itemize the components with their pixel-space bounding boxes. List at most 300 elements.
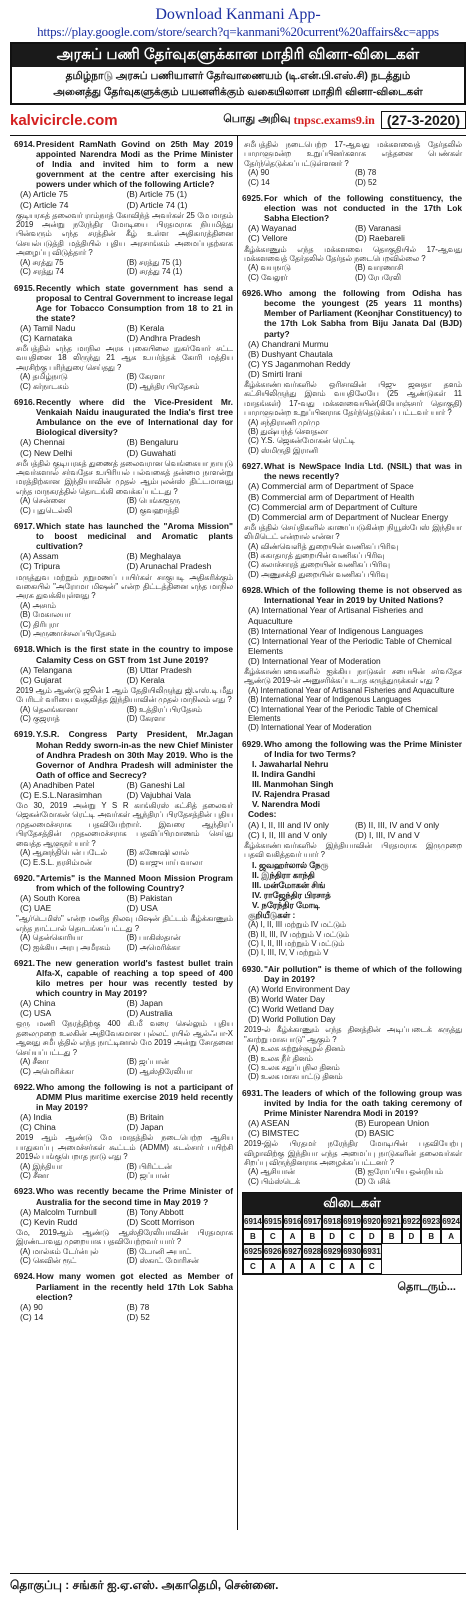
option-item: (C) Gujarat <box>20 674 62 685</box>
tamil-option-item: (B) டோனி அபாட் <box>126 1246 192 1256</box>
tamil-option-item: (C) கர்நாடகம் <box>20 381 69 391</box>
tamil-statement-item: II. இந்திரா காந்தி <box>252 869 315 880</box>
question-number: 6927. <box>242 461 263 472</box>
answer-number: 6914 <box>243 1214 263 1229</box>
tamil-option-item: (B) II, III, IV மற்றும் V மட்டும் <box>248 929 350 939</box>
option-item: (A) Anadhiben Patel <box>20 779 95 790</box>
right-column <box>238 136 466 1530</box>
tamil-option-item: (D) கேரளா <box>126 714 166 723</box>
question-heading <box>14 139 233 189</box>
question-6921 <box>14 958 233 1076</box>
tamil-option-item: (C) 14 <box>248 177 270 187</box>
question-number: 6923. <box>14 1186 35 1197</box>
tamil-option-item: (D) ஸ்காட் மோரிசன் <box>126 1256 199 1265</box>
tamil-option-item: (B) மேகாலயா <box>20 610 71 620</box>
question-heading <box>14 958 233 998</box>
option-item: (A) Wayanad <box>248 223 297 234</box>
statement-item: III. Manmohan Singh <box>252 779 334 790</box>
tamil-options <box>14 1057 233 1076</box>
question-text: Recently which state government has send a proposal to Central Government to increase legal Age for Tobacco Consumption from 18 to 21 in the state? <box>36 282 233 323</box>
tamil-options <box>242 1044 462 1082</box>
tamil-option-item: (D) பேசிக் <box>355 1176 391 1186</box>
tamil-option-item: (D) ரேபரேலி <box>355 272 401 282</box>
tamil-question-text: 2019 ஆம் ஆண்டு மே மாதத்தில் நடைபெற்ற ஆசிய பாதுகாப்பு அமைச்சர்கள் கூட்டம் (ADMM) கடல்சார் பயிற்சி 2019ல் பங்குபெறாத நாடு எது ? <box>16 1133 233 1162</box>
question-text: President RamNath Govind on 25th May 2019 appointed Narendra Modi as the Prime Minister of India and invited him to form a new government at the centre after exercising his powers under which of the following Article? <box>36 139 233 190</box>
option-item: (C) Kevin Rudd <box>20 1216 78 1227</box>
banner-subtitle-2: அனைத்து தேர்வுகளுக்கும் பயனளிக்கும் வகையிலான மாதிரி வினா-விடைகள் <box>53 86 423 98</box>
option-item: (B) Pakistan <box>126 893 173 904</box>
question-text: For which of the following constituency, the election was not conducted in the 17th Lok Sabha Election? <box>264 193 462 224</box>
tamil-option-item: (A) தமிழ்நாடு <box>20 372 68 382</box>
tamil-question-text: கீழ்க்காணும் எந்த மக்களவை தொகுதியில் 17-ஆவது மக்களவைத் தேர்தலில் தேர்தல் நடைபெறவில்லை ? <box>244 244 462 263</box>
question-number: 6930. <box>242 963 263 974</box>
tamil-option-item: (B) International Year of Indigenous Languages <box>248 695 411 705</box>
tamil-option-item: (C) அமெரிக்கா <box>20 1066 74 1076</box>
option-item: (C) BIMSTEC <box>248 1128 300 1139</box>
answer-number: 6930 <box>342 1244 362 1259</box>
answers-box <box>242 1192 462 1275</box>
question-number: 6919. <box>14 729 35 740</box>
tamil-statement-item: V. நரேந்திர மோடி <box>252 899 320 910</box>
answer-number: 6921 <box>382 1214 402 1229</box>
option-item: (A) Assam <box>20 551 59 562</box>
question-number: 6920. <box>14 872 35 883</box>
tamil-options <box>14 848 233 867</box>
answer-letter: B <box>382 1229 402 1244</box>
tamil-option-item: (D) ஸ்மிருதி இரானி <box>248 445 318 455</box>
tamil-options <box>14 1247 233 1266</box>
option-item: (D) Guwahati <box>126 447 176 458</box>
tamil-option-item: (B) சுகாதாரத் துறையின் வணிகப் பிரிவு <box>248 551 385 560</box>
option-item: (A) 90 <box>20 1301 43 1312</box>
tamil-statement-item: I. ஜவஹர்லால் நேரு <box>252 859 329 870</box>
answer-options <box>242 339 462 379</box>
option-item: (B) Britain <box>126 1112 164 1123</box>
option-item: (B) Ganeshi Lal <box>126 779 185 790</box>
question-text: "Air pollution" is theme of which of the following Day in 2019? <box>264 963 462 984</box>
tamil-options <box>14 705 233 724</box>
tamil-option-item: (B) 78 <box>355 168 377 178</box>
tamil-question-text: சமீபத்தில் செய்திகளில் காணப்படுகின்ற நியூஸ்பேஸ் இந்தியா லிமிடெட் என்றால் என்ன ? <box>244 522 462 542</box>
answer-number: 6927 <box>283 1244 303 1259</box>
answer-letter: D <box>322 1229 342 1244</box>
answer-letter: A <box>302 1259 322 1274</box>
question-heading <box>242 461 462 481</box>
option-item: (C) World Wetland Day <box>248 1004 334 1015</box>
tamil-options <box>14 601 233 639</box>
option-item: (D) Raebareli <box>355 233 405 244</box>
answer-number: 6922 <box>402 1214 422 1229</box>
option-item: (B) International Year of Indigenous Languages <box>248 625 424 636</box>
answer-letter: A <box>283 1229 303 1244</box>
answer-blank-cell <box>402 1259 422 1274</box>
question-heading <box>14 644 233 664</box>
option-item: (A) India <box>20 1112 52 1123</box>
answer-options <box>14 998 233 1018</box>
option-item: (D) Smirti Irani <box>248 368 302 379</box>
answer-number: 6929 <box>322 1244 342 1259</box>
answer-options <box>14 437 233 457</box>
tamil-option-item: (C) I, II, III மற்றும் V மட்டும் <box>248 938 345 948</box>
option-item: (D) USA <box>126 903 158 914</box>
option-item: (B) European Union <box>355 1118 430 1129</box>
tamil-option-item: (C) உலக சதுப்புநில தினம் <box>248 1062 340 1072</box>
question-heading <box>14 521 233 551</box>
tamil-option-item: (A) உலக சுற்றுச்சூழல் தினம் <box>248 1044 346 1054</box>
question-heading <box>242 739 462 759</box>
option-item: (B) Commercial arm of Department of Health <box>248 491 415 502</box>
option-item: (C) Commercial arm of Department of Culture <box>248 501 418 512</box>
site-row <box>10 109 466 131</box>
tamil-question-text: 2019-இல் பிரதமர் நரேந்திர மோடியின் பதவியேற்பு விழாவிற்கு இந்தியா எந்த அமைப்பு நாடுகளின் தலைவர்கள் சிறப்பு விருந்தினராக அழைக்கப்பட்டனர் ? <box>244 1139 462 1168</box>
answer-blank-cell <box>441 1259 461 1274</box>
question-heading <box>14 1186 233 1206</box>
question-heading <box>14 873 233 893</box>
tamil-option-item: (A) I, II, III மற்றும் IV மட்டும் <box>248 920 347 930</box>
option-item: (C) I, II, III and V only <box>248 829 328 840</box>
answer-letter: B <box>302 1229 322 1244</box>
tamil-option-item: (C) குஜராத் <box>20 714 60 723</box>
question-heading <box>242 964 462 984</box>
tamil-option-item: (D) குவஹாத்தி <box>126 505 179 515</box>
answer-number: 6915 <box>263 1214 283 1229</box>
answer-letter: A <box>263 1259 283 1274</box>
option-item: (A) China <box>20 998 56 1009</box>
question-number: 6928. <box>242 585 263 596</box>
option-item: (A) Malcolm Turnbull <box>20 1206 97 1217</box>
tamil-option-item: (A) விண்வெளித் துறையின் வணிகப் பிரிவு <box>248 541 399 551</box>
option-item: (A) International Year of Artisanal Fisheries and Aquaculture <box>248 605 424 626</box>
tamil-option-item: (A) ஆனந்திபென் படேல் <box>20 848 107 858</box>
option-item: (A) World Environment Day <box>248 983 350 994</box>
question-6916 <box>14 397 233 515</box>
question-number: 6926. <box>242 288 263 299</box>
question-6926 <box>242 288 462 455</box>
statement-item: I. Jawaharlal Nehru <box>252 759 329 769</box>
answer-letter: B <box>421 1229 441 1244</box>
answer-options <box>14 893 233 913</box>
answer-options <box>242 605 462 666</box>
question-number: 6915. <box>14 282 35 293</box>
answer-number: 6931 <box>362 1244 382 1259</box>
answer-number: 6923 <box>421 1214 441 1229</box>
answer-options <box>242 984 462 1024</box>
option-item: (A) I, II, III and IV only <box>248 819 329 830</box>
answer-blank-cell <box>382 1259 402 1274</box>
option-item: (B) Uttar Pradesh <box>126 664 192 675</box>
question-6931 <box>242 1088 462 1187</box>
tamil-option-item: (A) சீனா <box>20 1057 49 1067</box>
tamil-option-item: (D) வாஜுபாய் வாலா <box>126 857 203 867</box>
tamil-option-item: (B) வாரணாசி <box>355 263 404 273</box>
question-text: Which is the first state in the country to impose Calamity Cess on GST from 1st June 2019? <box>36 644 233 665</box>
answers-title: விடைகள் <box>243 1193 461 1214</box>
option-item: (D) Vajubhai Vala <box>126 789 191 800</box>
question-6914 <box>14 139 233 277</box>
question-heading <box>14 283 233 323</box>
tamil-option-item: (D) ஆஸ்திரேலியா <box>126 1066 193 1076</box>
option-item: (D) Australia <box>126 1008 173 1019</box>
tamil-option-item: (C) கெவின் ரூட் <box>20 1256 77 1265</box>
tamil-question-text: சமீபத்தில் குடியரசுத் துணைத் தலைவரான வெங்கையா நாயுடு அவர்களால் சர்வதேச உயிரியல் பல்வகைத் தன்மை நாளன்று மரத்திற்கான இந்தியாவின் முதல் ஆம்புலன்ஸ் திட்டமானது எந்த மாநகரத்தில் தொடங்கி வைக்கப்பட்டது ? <box>16 458 233 496</box>
answer-number: 6924 <box>441 1214 461 1229</box>
question-6915 <box>14 283 233 392</box>
tamil-option-item: (B) கணேஷி லால் <box>126 848 189 858</box>
answer-options <box>242 481 462 521</box>
tamil-question-text: கீழ்க்காண்பவர்களில் ஒரிசாவின் பிஜு ஜனதா தளம் கட்சியிலிருந்து இளம் வயதிலேயே (25 ஆண்டுகள் 11 மாதங்கள்) 17-வது மக்களவையின்(கியோஞ்சார் தொகுதி) பாராளுமன்ற உறுப்பினராக தேர்ந்தெடுக்கப் பட்டவர் யார் ? <box>244 379 462 418</box>
tamil-question-text: சமீபத்தில் நடைபெற்ற 17-ஆவது மக்களவைத் தேர்தலில் பாராளுமன்ற உறுப்பினர்களாக எத்தனை பெண்கள் தேர்ந்தெடுக்கப்பட்டுள்ளனர் ? <box>244 140 462 168</box>
option-item: (D) 52 <box>126 1311 150 1322</box>
option-item: (D) Arunachal Pradesh <box>126 561 212 572</box>
site-name: kalvicircle.com <box>10 111 118 129</box>
answer-options <box>242 223 462 243</box>
answer-letter: A <box>283 1259 303 1274</box>
question-number: 6922. <box>14 1081 35 1092</box>
option-item: (B) II, III, IV and V only <box>355 819 440 830</box>
app-promo <box>0 0 476 40</box>
question-number: 6914. <box>14 139 35 149</box>
tamil-option-item: (C) E.S.L. நரசிம்மன் <box>20 857 92 867</box>
option-item: (B) Article 75 (1) <box>126 189 188 200</box>
answer-letter: D <box>362 1229 382 1244</box>
option-item: (A) Telangana <box>20 664 72 675</box>
question-text: Which of the following theme is not observed as International Year in 2019 by United Nations? <box>264 585 462 606</box>
answer-letter: D <box>402 1229 422 1244</box>
tamil-options <box>14 1162 233 1181</box>
question-6918 <box>14 644 233 723</box>
tamil-options <box>242 263 462 282</box>
question-number: 6921. <box>14 957 35 968</box>
tamil-option-item: (C) திரிபுரா <box>20 619 59 629</box>
continued-label: தொடரும்... <box>397 1281 456 1294</box>
answer-options <box>242 820 462 840</box>
question-6919 <box>14 729 233 867</box>
option-item: (C) Vellore <box>248 233 288 244</box>
title-banner <box>10 42 466 105</box>
tamil-question-text: "ஆர்டெமிஸ்" என்ற மனித நிலவு மிஷன் திட்டம் கீழ்க்காணும் எந்த நாட்டால் தொடங்கப்பட்டது ? <box>16 914 233 933</box>
option-item: (C) 14 <box>20 1311 44 1322</box>
tamil-options <box>242 168 462 187</box>
tamil-option-item: (A) இந்தியா <box>20 1161 63 1171</box>
answer-letter: C <box>322 1259 342 1274</box>
question-text: Recently where did the Vice-President Mr. Venkaiah Naidu inaugurated the India's first tree Ambulance on the eve of International day for Biological diversity? <box>36 397 233 438</box>
option-item: (B) Meghalaya <box>126 551 181 562</box>
option-item: (C) Tripura <box>20 561 61 572</box>
tamil-option-item: (A) அசாம் <box>20 600 56 610</box>
answer-blank-cell <box>402 1244 422 1259</box>
answer-options <box>14 189 233 209</box>
option-item: (A) South Korea <box>20 893 81 904</box>
tamil-option-item: (B) உத்திரப் பிரதேசம் <box>126 704 202 714</box>
download-line: Download Kanmani App- <box>155 6 321 23</box>
question-heading <box>242 193 462 223</box>
option-item: (C) UAE <box>20 903 52 914</box>
option-item: (A) Chennai <box>20 437 65 448</box>
option-item: (C) E.S.L.Narasimhan <box>20 789 102 800</box>
option-item: (C) YS Jaganmohan Reddy <box>248 358 351 369</box>
question-heading <box>242 1088 462 1118</box>
question-text: "Artemis" is the Manned Moon Mission Program from which of the following Country? <box>36 872 233 893</box>
question-text: What is NewSpace India Ltd. (NSIL) that was in the news recently? <box>264 461 462 482</box>
question-columns <box>10 135 466 1530</box>
tamil-option-item: (A) தென்கொரியா <box>20 933 83 943</box>
question-6924 <box>14 1271 233 1321</box>
answer-blank-cell <box>421 1259 441 1274</box>
tamil-option-item: (C) International Year of the Periodic Table of Chemical Elements <box>248 704 438 723</box>
tamil-option-item: (B) உலக நீர் தினம் <box>248 1053 313 1063</box>
tamil-option-item: (A) சென்னை <box>20 496 66 506</box>
option-item: (C) International Year of the Periodic Table of Chemical Elements <box>248 635 452 656</box>
tamil-options <box>242 418 462 456</box>
option-item: (B) 78 <box>126 1301 150 1312</box>
tamil-question-text: சமீபத்தில் எந்த மாநில அரசு புகையிலை நுகர்வோர் சட்ட வயதினை 18 லிருந்து 21 ஆக உயர்த்தக் கோரி மத்திய அரசிற்கு பரிந்துரை செய்தது ? <box>16 344 233 372</box>
answer-options <box>14 323 233 343</box>
tamil-option-item: (B) சரத்து 75 (1) <box>126 257 182 267</box>
tamil-option-item: (C) Y.S. ஜெகன்மோகன் ரெட்டி <box>248 436 355 446</box>
question-text: Which state has launched the "Aroma Mission" to boost medicinal and Aromatic plants cultivation? <box>36 521 233 552</box>
answer-options <box>14 780 233 800</box>
issue-date: (27-3-2020) <box>381 111 466 129</box>
question-text: Who was recently became the Prime Minister of Australia for the second time in May 2019 ? <box>36 1186 233 1207</box>
tamil-options <box>14 496 233 515</box>
question-heading <box>242 288 462 338</box>
question-number: 6917. <box>14 521 35 532</box>
question-heading <box>242 585 462 605</box>
tamil-option-item: (D) I, III, IV, V மற்றும் V <box>248 948 329 958</box>
answer-letter: A <box>342 1259 362 1274</box>
tamil-option-item: (B) கேரளா <box>126 372 165 382</box>
tamil-option-item: (C) புதுடெல்லி <box>20 505 73 515</box>
question-text: The new generation world's fastest bullet train Alfa-X, capable of reaching a top speed of 400 kilo metres per hour was recently tested by which country in May 2019? <box>36 957 233 999</box>
tamil-option-item: (C) ஐக்கிய அரபு அமீரகம் <box>20 942 111 952</box>
option-item: (C) New Delhi <box>20 447 73 458</box>
option-item: (A) ASEAN <box>248 1118 290 1129</box>
question-text: The leaders of which of the following group was invited by India for the oath taking ceremony of Prime Minister Narendra Modi in 2019? <box>264 1087 462 1118</box>
option-item: (D) Article 74 (1) <box>126 199 188 210</box>
tamil-question-text: 2019 ஆம் ஆண்டு ஜூன் 1 ஆம் தேதியிலிருந்து ஜி.எஸ்.டி மீது பேரிடர் வரியை வசூலித்த இந்தியாவின் முதல் மாநிலம் எது ? <box>16 685 233 705</box>
option-item: (C) USA <box>20 1008 52 1019</box>
option-item: (D) I, III, IV and V <box>355 829 420 840</box>
answer-blank-cell <box>421 1244 441 1259</box>
question-6927 <box>242 461 462 579</box>
answer-number: 6925 <box>243 1244 263 1259</box>
tamil-option-item: (C) பிம்ஸ்டெக் <box>248 1176 301 1186</box>
option-item: (C) Karnataka <box>20 332 73 343</box>
option-item: (B) Japan <box>126 998 163 1009</box>
question-6930 <box>242 964 462 1082</box>
answer-options <box>14 665 233 685</box>
answers-grid <box>243 1214 461 1274</box>
tamil-question-text: ஒரு மணி நேரத்திற்கு 400 கி.மீ வரை செல்லும் புதிய தலைமுறை உலகின் அதிவேகமான புல்லட் ரயில் ஆல்ஃபா-X ஆனது சமீபத்தில் எந்த நாட்டினால் மே 2019 அன்று சோதனை செய்யப்பட்டது ? <box>16 1019 233 1057</box>
footer-credit: தொகுப்பு : சங்கர் ஐ.ஏ.எஸ். அகாதெமி, சென்னை. <box>10 1573 466 1595</box>
option-item: (A) Commercial arm of Department of Space <box>248 481 414 492</box>
option-item: (B) Varanasi <box>355 223 401 234</box>
tamil-options <box>242 542 462 580</box>
answer-blank-cell <box>382 1244 402 1259</box>
tamil-option-item: (C) சீனா <box>20 1171 49 1180</box>
question-heading <box>14 1082 233 1112</box>
option-item: (D) Kerala <box>126 674 165 685</box>
option-item: (A) Tamil Nadu <box>20 322 76 333</box>
answer-number: 6926 <box>263 1244 283 1259</box>
option-item: (D) Commercial arm of Department of Nuclear Energy <box>248 511 449 522</box>
tamil-options <box>242 1167 462 1186</box>
tamil-option-item: (B) துஷ்யந்த் சௌதலா <box>248 427 329 436</box>
tamil-option-item: (A) வயநாடு <box>248 263 291 273</box>
option-item: (D) Scott Morrison <box>126 1216 195 1227</box>
statement-item: V. Narendra Modi <box>252 799 321 810</box>
question-6928 <box>242 585 462 733</box>
tamil-option-item: (D) ஆந்திர பிரதேசம் <box>126 381 200 391</box>
tamil-option-item: (B) ஜப்பான் <box>126 1057 169 1067</box>
tamil-question-text: கீழ்க்காண்பவர்களில் இந்தியாவின் பிரதமராக இருமுறை பதவி வகித்தவர் யார் ? <box>244 840 462 860</box>
tamil-option-item: (D) சரத்து 74 (1) <box>126 267 183 277</box>
answer-letter: C <box>243 1259 263 1274</box>
question-6917 <box>14 521 233 638</box>
tamil-option-item: (D) உலக மாசுபாட்டு தினம் <box>248 1072 343 1082</box>
answer-number: 6919 <box>342 1214 362 1229</box>
question-number: 6918. <box>14 644 35 655</box>
question-number: 6931. <box>242 1087 263 1098</box>
option-item: (C) Article 74 <box>20 199 69 210</box>
tamil-option-item: (A) ஆசியான் <box>248 1167 295 1177</box>
option-item: (B) Kerala <box>126 322 165 333</box>
tamil-option-item: (A) சந்திராணி முர்மு <box>248 417 320 427</box>
tamil-option-item: (B) பிரிட்டன் <box>126 1161 172 1171</box>
question-6925 <box>242 193 462 282</box>
app-link[interactable]: https://play.google.com/store/search?q=kanmani%20current%20affairs&c=apps <box>37 24 439 39</box>
banner-subtitle-1: தமிழ்நாடு அரசுப் பணியாளர் தேர்வாணையம் (டி.என்.பி.எஸ்.சி) நடத்தும் <box>65 70 411 82</box>
tamil-option-item: (B) ஐரோப்பிய ஒன்றியம் <box>355 1167 443 1177</box>
question-heading <box>14 397 233 437</box>
left-column <box>10 136 238 1530</box>
tamil-question-text: மே 30, 2019 அன்று Y S R காங்கிரஸ் கட்சித் தலைவர் ஜெகன்மோகன் ரெட்டி அவர்கள் ஆந்திரப் பிரதேசத்தின் புதிய முதலமைச்சராக பதவியேற்றார். இவரை ஆந்திரப் பிரதேசத்தின் முதலமைச்சராக பதவிப்பிரமாணம் செய்து வைத்த ஆளுநர் யார் ? <box>16 801 233 848</box>
question-text: Who among the following is not a participant of ADMM Plus maritime exercise 2019 held recently in May 2019? <box>36 1081 233 1113</box>
tamil-option-item: (D) 52 <box>355 177 377 187</box>
question-number: 6925. <box>242 193 263 204</box>
option-item: (C) China <box>20 1122 56 1133</box>
tamil-option-item: (D) அணுசக்தி துறையின் வணிகப் பிரிவு <box>248 569 388 579</box>
tamil-codes-label: குறியீடுகள் : <box>248 910 296 921</box>
tamil-option-item: (C) கலாச்சாரத் துறையின் வணிகப் பிரிவு <box>248 560 390 570</box>
tamil-question-text: மே, 2019ஆம் ஆண்டு ஆஸ்திரேலியாவின் பிரதமராக இரண்டாவது முறையாக பதவியேற்றவர் யார் ? <box>16 1227 233 1247</box>
tamil-options <box>14 933 233 952</box>
statement-item: II. Indira Gandhi <box>252 769 316 780</box>
tamil-option-item: (D) ஜப்பான் <box>126 1171 170 1180</box>
tamil-question-text: 2019-ல் கீழ்க்காணும் எந்த தினத்தின் அடிப்படைக் கருத்து "காற்று மாசுபாடு" ஆகும் ? <box>244 1025 462 1044</box>
option-item: (B) Tony Abbott <box>126 1206 184 1217</box>
option-item: (A) Article 75 <box>20 189 68 200</box>
question-text: How many women got elected as Member of Parliament in the recently held 17th Lok Sabha election? <box>36 1271 233 1302</box>
option-item: (D) Andhra Pradesh <box>126 332 201 343</box>
tamil-option-item: (C) சரத்து 74 <box>20 267 65 277</box>
tamil-statement-item: III. மன்மோகன் சிங் <box>252 879 326 890</box>
question-6924-continued <box>242 140 462 187</box>
question-text: Who among the following was the Prime Minister of India for two Terms? <box>264 738 462 759</box>
answer-options <box>14 1302 233 1322</box>
tamil-option-item: (A) தெலங்கானா <box>20 704 78 714</box>
tamil-options <box>14 372 233 391</box>
tamil-option-item: (B) பெங்களூரு <box>126 496 181 506</box>
answer-number: 6920 <box>362 1214 382 1229</box>
option-item: (B) World Water Day <box>248 994 325 1005</box>
question-text: Y.S.R. Congress Party President, Mr.Jagan Mohan Reddy sworn-in-as the new Chief Minister of Andhra Pradesh on 30th May 2019. Who is the Governor of Andhra Pradesh will administer the Oath of office and Secrecy? <box>36 729 233 780</box>
tamil-statement-item: IV. ராஜேந்திர பிரசாத் <box>252 889 331 900</box>
option-item: (A) Chandrani Murmu <box>248 338 329 349</box>
option-item: (D) International Year of Moderation <box>248 655 381 666</box>
tamil-option-item: (A) 90 <box>248 168 270 178</box>
question-6922 <box>14 1082 233 1181</box>
